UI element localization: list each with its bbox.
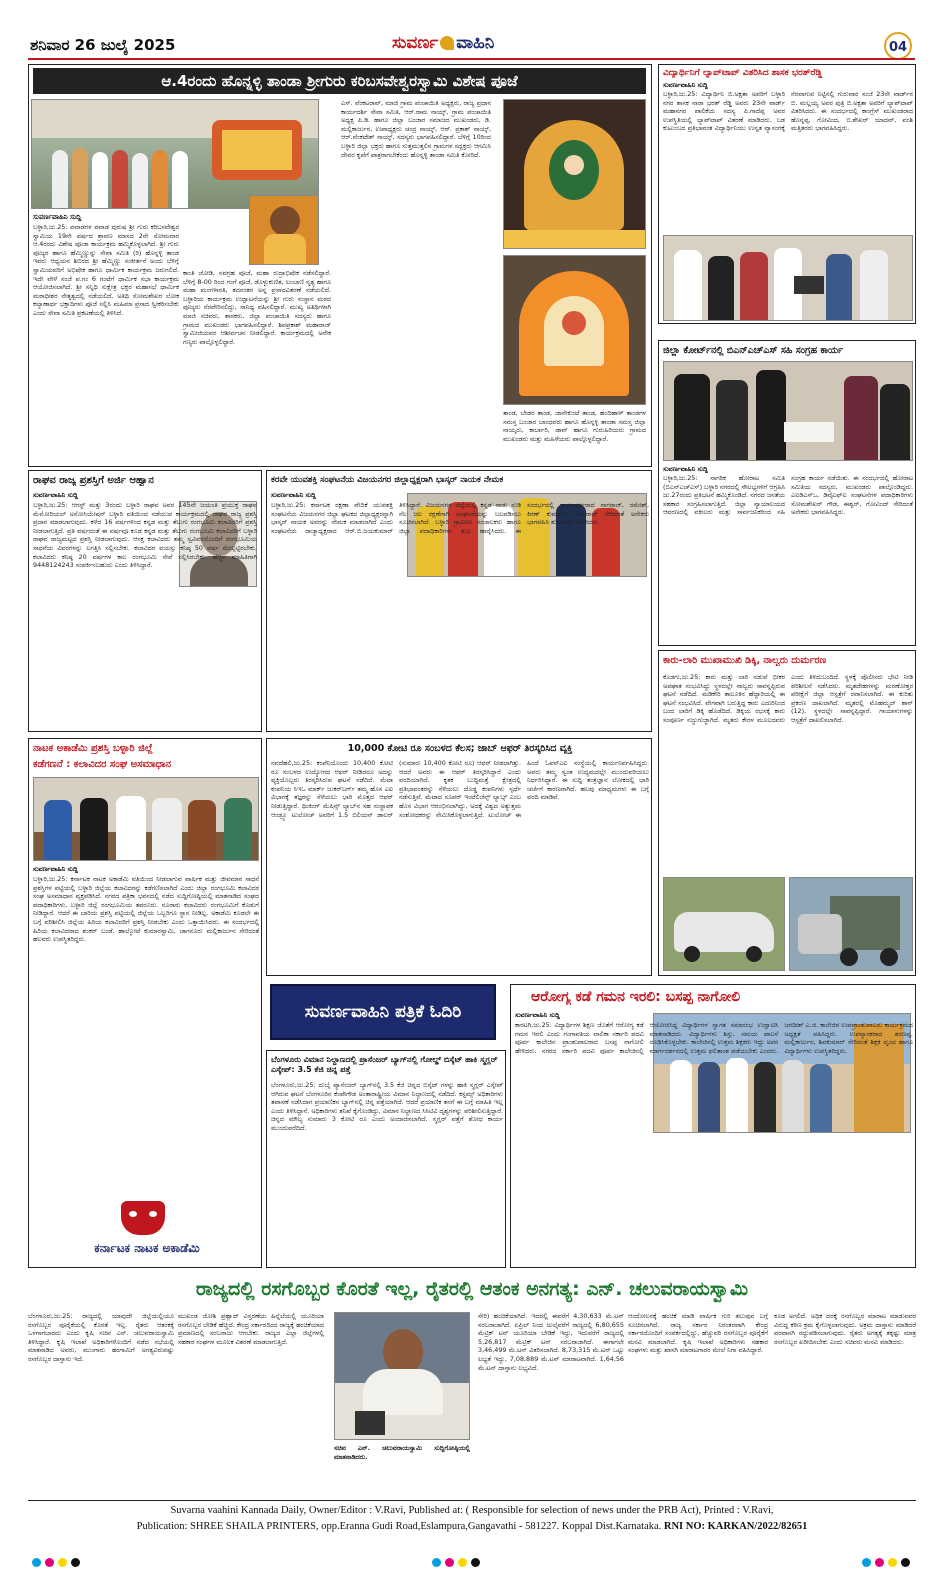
nataka-headline-line1: ನಾಟಕ ಅಕಾಡೆಮಿ ಪ್ರಶಸ್ತಿ ಬಳ್ಳಾರಿ ಜಿಲ್ಲೆ xyxy=(33,743,153,754)
karave-story xyxy=(266,470,652,732)
minister-photo xyxy=(334,1312,470,1440)
laptop-story-byline: ಸುವರ್ಣವಾಹಿನಿ ಸುದ್ದಿ xyxy=(663,81,708,89)
masthead-rule xyxy=(28,58,915,60)
job-story xyxy=(266,738,652,976)
issue-date: ಶನಿವಾರ 26 ಜುಲೈ 2025 xyxy=(30,36,176,54)
logo-vahini: ವಾಹಿನಿ xyxy=(456,33,495,53)
airport-story-headline: ಬೆಂಗಳೂರು ವಿಮಾನ ನಿಲ್ದಾಣದಲ್ಲಿ ಪ್ರಾಸೆಂಜರ್ ಬ್ಯಾಗ್‌ನಲ್ಲಿ ಗೋಲ್ಡ್ ಬಿಸ್ಕೆಟ್ ಹಾಕಿ ಸ್ಮಗ್ಲರ್ ಎಸ್ಕೇಪ್: 3.5 ಕೆಜಿ ಚಿನ್ನ ಪತ್ತೆ xyxy=(271,1055,498,1074)
nataka-academy-logo xyxy=(49,1201,245,1263)
lead-story-headline: ರಾಜ್ಯದಲ್ಲಿ ರಸಗೊಬ್ಬರ ಕೊರತೆ ಇಲ್ಲ, ರೈತರಲ್ಲಿ ಆತಂಕ ಅನಗತ್ಯ: ಎನ್. ಚಲುವರಾಯಸ್ವಾಮಿ xyxy=(195,1278,749,1300)
court-signature-photo xyxy=(663,361,913,461)
court-story xyxy=(658,340,916,646)
lead-story xyxy=(28,1272,916,1496)
raghava-story xyxy=(28,470,262,732)
lead-story-col5: ಕೂಡ ಅಗಲಿದೆ. ಅಧಿಕ ದರಕ್ಕೆ ರಸಗೊಬ್ಬರ ಮಾರಾಟ ಮಾಡುವವರ ವಿರುದ್ಧ ಕಠಿಣ ಕ್ರಮ ಕೈಗೊಳ್ಳಲಾಗುವುದು. ಅಕ್ರಮ ದಾಸ್ತಾನು ಮಾಡಿದರೆ ಪರವಾನಗಿ ರದ್ದುಪಡಿಸಲಾಗುವುದು. ರೈತರು ಅಗತ್ಯಕ್ಕೆ ತಕ್ಕಷ್ಟು ಮಾತ್ರ ರಸಗೊಬ್ಬರ ಖರೀದಿಸಬೇಕು ಎಂದು ಸಚಿವರು ಮನವಿ ಮಾಡಿದರು. xyxy=(774,1312,916,1346)
health-story-body: ಕಾರಟಗಿ,ಜು.25: ವಿದ್ಯಾರ್ಥಿಗಳ ಶಿಕ್ಷಣ ಜೊತೆಗೆ ಆರೋಗ್ಯ ಕಡೆ ಗಮನ ಇರಲಿ ಎಂದು ಗಂಗಾವತಿಯ ವಾಲಿಕಾ ಸರ್ಕಾರಿ ಪದವಿ ಪೂರ್ವ ಕಾಲೇಜಿನ ಪ್ರಾಂಶುಪಾಲರಾದ ಬಸಪ್ಪ ನಾಗೋಲಿ ಹೇಳಿದರು. ನಗರದ ಸರ್ಕಾರಿ ಪದವಿ ಪೂರ್ವ ಕಾಲೇಜಿನಲ್ಲಿ ಆಯೋಜಿಸಿದ್ದ ವಿದ್ಯಾರ್ಥಿಗಳ ಸ್ವಾಗತ ಸಮಾರಂಭ ಉದ್ಘಾಟಿಸಿ ಮಾತನಾಡಿದರು. ವಿದ್ಯಾರ್ಥಿಗಳು ಶಿಸ್ತು, ಸಮಯ ಪಾಲನೆ ರೂಢಿಸಿಕೊಳ್ಳಬೇಕು. ಕಾಲೇಜಿನಲ್ಲಿ ಉತ್ತಮ ಶಿಕ್ಷಕರು ಇದ್ದು ಅವರ ಮಾರ್ಗದರ್ಶನದಲ್ಲಿ ಉತ್ತಮ ಫಲಿತಾಂಶ ಪಡೆಯಬೇಕು ಎಂದರು. ಜಗದೀಶ್ ಎ.ಜಿ. ಕಾಲೇಜಿನ ಉಪಪ್ರಾಂಶುಪಾಲರು ಕಾರ್ಯಕ್ರಮದ ಅಧ್ಯಕ್ಷತೆ ವಹಿಸಿದ್ದರು. ಉಪನ್ಯಾಸಕರಾದ ಶರಣಪ್ಪ, ಮಲ್ಲಿಕಾರ್ಜುನ, ಶಿವಕುಮಾರ್ ಸೇರಿದಂತೆ ಶಿಕ್ಷಕ ವೃಂದ ಹಾಗೂ ವಿದ್ಯಾರ್ಥಿಗಳು ಉಪಸ್ಥಿತರಿದ್ದರು. xyxy=(515,1021,913,1055)
court-story-byline: ಸುವರ್ಣವಾಹಿನಿ ಸುದ್ದಿ xyxy=(663,465,708,473)
accident-story-headline: ಕಾರು-ಲಾರಿ ಮುಖಾಮುಖಿ ಡಿಕ್ಕಿ, ನಾಲ್ವರು ದುರ್ಮರಣ xyxy=(663,655,827,666)
masthead xyxy=(0,0,945,62)
crashed-truck-photo xyxy=(789,877,913,971)
airport-story xyxy=(266,1050,506,1268)
page-number-badge xyxy=(884,32,912,60)
logo-emblem-icon xyxy=(440,36,454,50)
laptop-story xyxy=(658,64,916,324)
footer-publication: Publication: SHREE SHAILA PRINTERS, opp.Eranna Gudi Road,Eslampura,Gangavathi - 581227. Koppal Dist.Karnataka. xyxy=(136,1521,664,1532)
karave-story-body: ಬಳ್ಳಾರಿ,ಜು.25: ಕರ್ನಾಟಕ ರಕ್ಷಣಾ ವೇದಿಕೆ ಯುವಶಕ್ತಿ ಸಂಘಟನೆಯ ವಿಜಯನಗರ ಜಿಲ್ಲಾ ಘಟಕದ ಜಿಲ್ಲಾಧ್ಯಕ್ಷರನ್ನಾಗಿ ಭಾಸ್ಕರ್ ನಾಯಕ ಅವರನ್ನು ನೇಮಕ ಮಾಡಲಾಗಿದೆ ಎಂದು ಸಂಘಟನೆಯ ರಾಜ್ಯಾಧ್ಯಕ್ಷರಾದ ಆರ್.ಬಿ.ಜಯಕುಮಾರ್ ತಿಳಿಸಿದ್ದಾರೆ. ವಿಜಯನಗರ ಜಿಲ್ಲೆಯಲ್ಲಿ ಕನ್ನಡ ನಾಡು ನುಡಿ ನೆಲ ಜಲ ರಕ್ಷಣೆಗಾಗಿ ಸಂಘಟನೆಯನ್ನು ಬಲಪಡಿಸಲು ಸೂಚಿಸಲಾಗಿದೆ. ಬಳ್ಳಾರಿ ಗ್ರಾಮೀಣ ಸಂಚಾಲಕರು ಹಾಗೂ ಜಿಲ್ಲಾ ಪದಾಧಿಕಾರಿಗಳು ಶುಭ ಹಾರೈಸಿದರು. ಈ ಸಂದರ್ಭದಲ್ಲಿ ಕಾರ್ಯಕರ್ತರಾದ ನಾಗರಾಜ್, ರಮೇಶ್, ಕಿರಣ್ ಕುಮಾರ್, ಬಸವರಾಜ್ ಸೇರಿದಂತೆ ಅನೇಕರು ಭಾಗವಹಿಸಿ ಶುಭಾಶಯ ಕೋರಿದರು. xyxy=(271,501,649,535)
nataka-story-body: ಬಳ್ಳಾರಿ,ಜು.25: ಕರ್ನಾಟಕ ನಾಟಕ ಅಕಾಡೆಮಿ ವತಿಯಿಂದ ನೀಡಲಾಗುವ ವಾರ್ಷಿಕ ಮತ್ತು ಜೀವಮಾನ ಸಾಧನೆ ಪ್ರಶಸ್ತಿಗಳ ಪಟ್ಟಿಯಲ್ಲಿ ಬಳ್ಳಾರಿ ಜಿಲ್ಲೆಯ ಕಲಾವಿದರನ್ನು ಕಡೆಗಣಿಸಲಾಗಿದೆ ಎಂದು ಜಿಲ್ಲಾ ರಂಗಭೂಮಿ ಕಲಾವಿದರ ಸಂಘ ಅಸಮಾಧಾನ ವ್ಯಕ್ತಪಡಿಸಿದೆ. ನಗರದ ಪತ್ರಿಕಾ ಭವನದಲ್ಲಿ ನಡೆದ ಸುದ್ದಿಗೋಷ್ಠಿಯಲ್ಲಿ ಮಾತನಾಡಿದ ಸಂಘದ ಪದಾಧಿಕಾರಿಗಳು, ಬಳ್ಳಾರಿ ಜಿಲ್ಲೆ ರಂಗಭೂಮಿಯ ತವರೂರು. ನೂರಾರು ಕಲಾವಿದರು ರಂಗಭೂಮಿಗೆ ಕೊಡುಗೆ ನೀಡಿದ್ದಾರೆ. ಆದರೆ ಈ ಬಾರಿಯ ಪ್ರಶಸ್ತಿ ಪಟ್ಟಿಯಲ್ಲಿ ಜಿಲ್ಲೆಯ ಒಬ್ಬರಿಗೂ ಸ್ಥಾನ ನೀಡಿಲ್ಲ. ಅಕಾಡೆಮಿ ಕೂಡಲೇ ಈ ಬಗ್ಗೆ ಪರಿಶೀಲಿಸಿ ಜಿಲ್ಲೆಯ ಹಿರಿಯ ಕಲಾವಿದರಿಗೆ ಪ್ರಶಸ್ತಿ ನೀಡಬೇಕು ಎಂದು ಒತ್ತಾಯಿಸಿದರು. ಈ ಸಂದರ್ಭದಲ್ಲಿ ಹಿರಿಯ ಕಲಾವಿದರಾದ ಶಂಕರ್ ಬಂಡೆ, ಹಾಲ್ಕೋಟೆ ಕುಮಾರಸ್ವಾಮಿ, ಚಾಗನೂರು ಮಲ್ಲಿಕಾರ್ಜುನ ಸೇರಿದಂತೆ ಹಲವರು ಉಪಸ್ಥಿತರಿದ್ದರು. xyxy=(33,875,259,944)
lead-story-col3: ಸೇರಿ) ಹಂಚಿಕೆಯಾಗಿದೆ. ಇದರಲ್ಲಿ ಈವರೆಗೆ 4,30,633 ಮೆ.ಟನ್ ಸರಬರಾಜಾಗಿದೆ. ಏಪ್ರಿಲ್ ನಿಂದ ಜುಲೈವರೆಗೆ ರಾಜ್ಯದಲ್ಲಿ 6,80,655 ಮೆಟ್ರಿಕ್ ಟನ್ ಯೂರಿಯಾ ಬೇಡಿಕೆ ಇದ್ದು, ಇದುವರೆಗೆ ರಾಜ್ಯದಲ್ಲಿ 5,26,817 ಮೆಟ್ರಿಕ್ ಟನ್ ಸರಬರಾಜಾಗಿದೆ. ಈಗಾಗಲೇ 3,46,499 ಮೆ.ಟನ್ ವಿತರಿಸಲಾಗಿದೆ. 8,73,315 ಮೆ.ಟನ್ ಒಟ್ಟು ಲಭ್ಯತೆ ಇದ್ದು, 7,08,889 ಮೆ.ಟನ್ ಮಾರಾಟವಾಗಿದೆ. 1,64,56 ಮೆ.ಟನ್ ದಾಸ್ತಾನು ಲಭ್ಯವಿದೆ. xyxy=(478,1312,624,1372)
health-story-headline: ಆರೋಗ್ಯ ಕಡೆ ಗಮನ ಇರಲಿ: ಬಸಪ್ಪ ನಾಗೋಲಿ xyxy=(531,989,741,1005)
theatre-mask-icon xyxy=(121,1201,165,1235)
job-story-body: ನವದೆಹಲಿ,ಜು.25: ಕಂಪೆನಿಯೊಂದು 10,400 ಕೋಟಿ ರೂ ಸಂಬಳದ ಉದ್ಯೋಗದ ಆಫರ್ ನೀಡಿದರೂ ಅದನ್ನು ವ್ಯಕ್ತಿಯೊಬ್ಬರು ತಿರಸ್ಕರಿಸಿರುವ ಘಟನೆ ನಡೆದಿದೆ. ಮೆಟಾ ಕಂಪನಿಯ ಸಿಇಒ ಮಾರ್ಕ್ ಜುಕರ್‌ಬರ್ಗ್ ತಮ್ಮ ಹೊಸ ಎಐ ವಿಭಾಗಕ್ಕೆ ತಜ್ಞರನ್ನು ಸೆಳೆಯಲು ಭಾರಿ ಮೊತ್ತದ ಆಫರ್ ನೀಡುತ್ತಿದ್ದಾರೆ. ಥಿಂಕಿಂಗ್ ಮೆಷಿನ್ಸ್ ಲ್ಯಾಬ್‌ನ ಸಹ ಸಂಸ್ಥಾಪಕ ಆಂಡ್ರ್ಯೂ ಟುಲೋಚ್ ಅವರಿಗೆ 1.5 ಬಿಲಿಯನ್ ಡಾಲರ್ (ಸುಮಾರು 10,400 ಕೋಟಿ ರೂ) ಆಫರ್ ನೀಡಲಾಗಿತ್ತು. ಆದರೆ ಅವರು ಈ ಆಫರ್ ತಿರಸ್ಕರಿಸಿದ್ದಾರೆ ಎಂದು ವರದಿಯಾಗಿದೆ. ಕೃತಕ ಬುದ್ಧಿಮತ್ತೆ ಕ್ಷೇತ್ರದಲ್ಲಿ ಪ್ರತಿಭಾವಂತರನ್ನು ಸೆಳೆಯಲು ದೊಡ್ಡ ಕಂಪನಿಗಳು ಸ್ಪರ್ಧೆ ನಡೆಸುತ್ತಿವೆ. ಮೆಟಾದ ಸೂಪರ್ ಇಂಟೆಲಿಜೆನ್ಸ್ ಲ್ಯಾಬ್ಸ್ ಎಂಬ ಹೊಸ ವಿಭಾಗ ಆರಂಭಿಸಲಾಗಿದ್ದು, ಅದಕ್ಕೆ ವಿಶ್ವದ ಅತ್ಯುತ್ತಮ ಸಂಶೋಧಕರನ್ನು ನೇಮಿಸಿಕೊಳ್ಳಲಾಗುತ್ತಿದೆ. ಟುಲೋಚ್ ಈ ಹಿಂದೆ ಓಪನ್‌ಎಐ ಸಂಸ್ಥೆಯಲ್ಲಿ ಕಾರ್ಯನಿರ್ವಹಿಸಿದ್ದರು. ಅವರು ತಮ್ಮ ಸ್ವಂತ ಉದ್ಯಮದಲ್ಲೇ ಮುಂದುವರಿಯಲು ನಿರ್ಧರಿಸಿದ್ದಾರೆ. ಈ ಸುದ್ದಿ ತಂತ್ರಜ್ಞಾನ ಲೋಕದಲ್ಲಿ ಭಾರಿ ಚರ್ಚೆಗೆ ಕಾರಣವಾಗಿದೆ. ಹಲವು ಮಾಧ್ಯಮಗಳು ಈ ಬಗ್ಗೆ ವರದಿ ಮಾಡಿವೆ. xyxy=(271,759,649,819)
accident-story-body: ಕೊಡಗು,ಜು.25: ಕಾರು ಮತ್ತು ಲಾರಿ ನಡುವೆ ಭೀಕರ ಅಪಘಾತ ಸಂಭವಿಸಿದ್ದು ಸ್ಥಳದಲ್ಲೇ ನಾಲ್ವರು ಸಾವನ್ನಪ್ಪಿರುವ ಘಟನೆ ನಡೆದಿದೆ. ಮಡಿಕೇರಿ ತಾಲೂಕಿನ ಹೆದ್ದಾರಿಯಲ್ಲಿ ಈ ಘಟನೆ ಸಂಭವಿಸಿದೆ. ವೇಗವಾಗಿ ಬರುತ್ತಿದ್ದ ಕಾರು ಎದುರಿನಿಂದ ಬಂದ ಲಾರಿಗೆ ಡಿಕ್ಕಿ ಹೊಡೆದಿದೆ. ಡಿಕ್ಕಿಯ ರಭಸಕ್ಕೆ ಕಾರು ಸಂಪೂರ್ಣ ನಜ್ಜುಗುಜ್ಜಾಗಿದೆ. ಮೃತರು ಕೇರಳ ಮೂಲದವರು ಎಂದು ತಿಳಿದುಬಂದಿದೆ. ಸ್ಥಳಕ್ಕೆ ಪೊಲೀಸರು ಭೇಟಿ ನೀಡಿ ಪರಿಶೀಲನೆ ನಡೆಸಿದರು. ಮೃತದೇಹಗಳನ್ನು ಮರಣೋತ್ತರ ಪರೀಕ್ಷೆಗೆ ಜಿಲ್ಲಾ ಆಸ್ಪತ್ರೆಗೆ ರವಾನಿಸಲಾಗಿದೆ. ಈ ಕುರಿತು ಪ್ರಕರಣ ದಾಖಲಾಗಿದೆ. ಮೃತರಲ್ಲಿ ಮೊಹಮ್ಮದ್ ಶಾನ್ (12), ಸ್ಥಳದಲ್ಲೇ ಸಾವನ್ನಪ್ಪಿದ್ದಾರೆ. ಗಾಯಾಳುಗಳನ್ನು ಆಸ್ಪತ್ರೆಗೆ ದಾಖಲಿಸಲಾಗಿದೆ. xyxy=(663,673,913,724)
raghava-story-byline: ಸುವರ್ಣವಾಹಿನಿ ಸುದ್ದಿ xyxy=(33,491,78,499)
top-story-byline: ಸುವರ್ಣವಾಹಿನಿ ಸುದ್ದಿ xyxy=(33,213,82,221)
raghava-story-body: ಬಳ್ಳಾರಿ,ಜು.25: ಆಗಸ್ಟ್ ಮತ್ತು 3ರಂದು ಬಳ್ಳಾರಿ ರಾಘವ ಅವರ 145ನೇ ಜಯಂತಿ ಪ್ರಯುಕ್ತ ರಾಘವ ಮೆಮೋರಿಯಲ್ ಅಸೋಸಿಯೇಷನ್ ಬಳ್ಳಾರಿ ವತಿಯಿಂದ ನಡೆಯುವ ಕಾರ್ಯಕ್ರಮದಲ್ಲಿ ರಾಘವ ರಾಜ್ಯ ಪ್ರಶಸ್ತಿ ಪ್ರದಾನ ಮಾಡಲಾಗುವುದು. ಕಳೆದ 16 ವರ್ಷಗಳಿಂದ ಕನ್ನಡ ಮತ್ತು ತೆಲುಗು ರಂಗಭೂಮಿ ಕಲಾವಿದರಿಗೆ ಪ್ರಶಸ್ತಿ ನೀಡಲಾಗುತ್ತಿದೆ. ಪ್ರತಿ ವರ್ಷದಂತೆ ಈ ವರ್ಷವೂ ಕೂಡ ಕನ್ನಡ ಮತ್ತು ತೆಲುಗು ರಂಗಭೂಮಿ ಕಲಾವಿದರಿಗೆ ಬಳ್ಳಾರಿ ರಾಘವ ರಾಜ್ಯಮಟ್ಟದ ಪ್ರಶಸ್ತಿ ನೀಡಲಾಗುವುದು. ಆಸಕ್ತ ಕಲಾವಿದರು ತಮ್ಮ ಸ್ವವಿವರದೊಂದಿಗೆ ರಂಗಭೂಮಿಯ ಸಾಧನೆಯ ವಿವರಗಳನ್ನು ಲಗತ್ತಿಸಿ ಸಲ್ಲಿಸಬೇಕು. ಕಲಾವಿದರ ವಯಸ್ಸು ಕನಿಷ್ಠ 50 ವರ್ಷ ಮೇಲ್ಪಟ್ಟಿರಬೇಕು, ಕಲಾವಿದರು ಕನಿಷ್ಠ 20 ವರ್ಷಗಳ ಕಾಲ ರಂಗಭೂಮಿ ಸೇವೆ ಸಲ್ಲಿಸಿರಬೇಕು. ಹೆಚ್ಚಿನ ಮಾಹಿತಿಗಾಗಿ 9448124243 ಸಂಪರ್ಕಿಸಬಹುದು ಎಂದು ತಿಳಿಸಿದ್ದಾರೆ. xyxy=(33,501,257,570)
altar-photo-top xyxy=(503,99,646,249)
nataka-headline-line2: ಕಡೆಗಣನೆ : ಕಲಾವಿದರ ಸಂಘ ಅಸಮಾಧಾನ xyxy=(33,759,172,770)
swamiji-portrait xyxy=(249,195,319,265)
footer xyxy=(28,1500,916,1544)
nataka-academy-caption: ಕರ್ನಾಟಕ ನಾಟಕ ಅಕಾಡೆಮಿ xyxy=(94,1241,200,1255)
crashed-car-photo xyxy=(663,877,785,971)
registration-marks-right xyxy=(860,1552,912,1571)
court-story-headline: ಜಿಲ್ಲಾ ಕೋರ್ಟ್‌ನಲ್ಲಿ ಬಿಎನ್‌ಎಚ್‌ಎಸ್ ಸಹಿ ಸಂಗ್ರಹ ಕಾರ್ಯ xyxy=(663,345,844,356)
airport-story-body: ಬೆಂಗಳೂರು,ಜು.25: ದುಬೈ ಪ್ಯಾಸೆಂಜರ್ ಬ್ಯಾಗ್‌ನಲ್ಲಿ 3.5 ಕೆಜಿ ಚಿನ್ನದ ಬಿಸ್ಕೆಟ್ ಗಳನ್ನು ಹಾಕಿ ಸ್ಮಗ್ಲರ್ ಎಸ್ಕೇಪ್ ಆಗಿರುವ ಘಟನೆ ಬೆಂಗಳೂರಿನ ಕೆಂಪೇಗೌಡ ಅಂತಾರಾಷ್ಟ್ರೀಯ ವಿಮಾನ ನಿಲ್ದಾಣದಲ್ಲಿ ನಡೆದಿದೆ. ಕಸ್ಟಮ್ಸ್ ಅಧಿಕಾರಿಗಳು ತಪಾಸಣೆ ನಡೆಸಿದಾಗ ಪ್ರಯಾಣಿಕನ ಬ್ಯಾಗ್‌ನಲ್ಲಿ ಚಿನ್ನ ಪತ್ತೆಯಾಗಿದೆ. ಆದರೆ ಪ್ರಯಾಣಿಕ ತನಗೆ ಈ ಬಗ್ಗೆ ಮಾಹಿತಿ ಇಲ್ಲ ಎಂದು ತಿಳಿಸಿದ್ದಾನೆ. ಅಧಿಕಾರಿಗಳು ತನಿಖೆ ಕೈಗೊಂಡಿದ್ದು, ವಿಮಾನ ನಿಲ್ದಾಣದ ಸಿಸಿಟಿವಿ ದೃಶ್ಯಗಳನ್ನು ಪರಿಶೀಲಿಸುತ್ತಿದ್ದಾರೆ. ಚಿನ್ನದ ಮೌಲ್ಯ ಸುಮಾರು 3 ಕೋಟಿ ರೂ ಎಂದು ಅಂದಾಜಿಸಲಾಗಿದೆ. ಸ್ಮಗ್ಲರ್ ಪತ್ತೆಗೆ ಶೋಧ ಕಾರ್ಯ ಮುಂದುವರೆದಿದೆ. xyxy=(271,1081,503,1132)
karave-story-headline: ಕರವೇ ಯುವಶಕ್ತಿ ಸಂಘಟನೆಯ ವಿಜಯನಗರ ಜಿಲ್ಲಾಧ್ಯಕ್ಷರಾಗಿ ಭಾಸ್ಕರ್ ನಾಯಕ ನೇಮಕ xyxy=(271,475,504,485)
top-story-col2: ಕಾಂತಿ ಜೋಡಿ, ನವಗ್ರಹ ಪೂಜೆ, ಮಹಾ ರುದ್ರಾಭಿಷೇಕ ನಡೆಸಲಿದ್ದಾರೆ. ಬೆಳಿಗ್ಗೆ 8-00 ರಿಂದ ಗಂಗೆ ಪೂಜೆ, ಡೊಳ್ಳುಕುಣಿತ, ಲಂಬಾಣಿ ನೃತ್ಯ ಹಾಗೂ ಮಹಾ ಮಂಗಳಾರತಿ, ತದನಂತರ ಅನ್ನ ಪ್ರಸಾದವಿತರಣೆ ನಡೆಯಲಿದೆ. ಬಳ್ಳಾರಿಯ ಕಾರ್ಯಕ್ರಮ ಉದ್ಘಾಟನೆಯನ್ನು ಶ್ರೀ ಗುರು ಸಂಸ್ಥಾನ ಮಠದ ಪೂಜ್ಯರು ನೆರವೇರಿಸಲಿದ್ದು, ಸಾನಿಧ್ಯ ವಹಿಸಲಿದ್ದಾರೆ. ಮುಖ್ಯ ಅತಿಥಿಗಳಾಗಿ ಮಾಜಿ ಸಚಿವರು, ಶಾಸಕರು, ಜಿಲ್ಲಾ ಪಂಚಾಯಿತಿ ಸದಸ್ಯರು ಹಾಗೂ ಗ್ರಾಮದ ಮುಖಂಡರು ಭಾಗವಹಿಸಲಿದ್ದಾರೆ. ಶಿವಪ್ರಕಾಶ್ ಮಹಾರಾಜ್ ಸ್ವಾಮೀಜಿಯವರ ಆಶೀರ್ವಚನ ನೀಡಲಿದ್ದಾರೆ. ಕಾರ್ಯಕ್ರಮದಲ್ಲಿ ಅನೇಕ ಗಣ್ಯರು ಪಾಲ್ಗೊಳ್ಳಲಿದ್ದಾರೆ. xyxy=(183,269,331,346)
top-story-col4: ತಾಂಡ, ಬೇಡರ ತಾಂಡ, ಜಾನೇಕುಂಟೆ ತಾಂಡ, ಹಂದಿಹಾಳ್ ತಾಂಡಗಳ ಸಮಸ್ತ ಬಂಜಾರ ಬಾಂಧವರು ಹಾಗೂ ಹೊನ್ನಳ್ಳಿ ತಾಂಡಾ ಸಮಸ್ತ ಜಿಲ್ಲಾ ನಾಯ್ಕರು, ಕಾರ್ಬಾರಿ, ಡಾವ್ ಹಾಗೂ ಗುರುಹಿರಿಯರು ಗ್ರಾಮದ ಮುಖಂಡರು ಮತ್ತು ಮಹಿಳೆಯರು ಪಾಲ್ಗೊಳ್ಳಲಿದ್ದಾರೆ. xyxy=(503,409,646,443)
registration-marks-left xyxy=(30,1552,82,1571)
court-story-body: ಬಳ್ಳಾರಿ,ಜು.25: ನಾಗರಿಕ ಹೋರಾಟ ಸಮಿತಿ (ಬಿಎನ್‌ಎಚ್‌ಎಸ್) ಬಳ್ಳಾರಿ ನಗರದಲ್ಲಿ ಸೌಲಭ್ಯಗಳಿಗೆ ಆಗ್ರಹಿಸಿ ಜು.27ರಂದು ಪ್ರತಿಭಟನೆ ಹಮ್ಮಿಕೊಂಡಿದೆ. ನಗರದ ಜನತೆಯ ಸಹಕಾರ ಸಂಗ್ರಹಿಸಲಾಗುತ್ತಿದೆ. ಜಿಲ್ಲಾ ನ್ಯಾಯಾಲಯದ ಆವರಣದಲ್ಲಿ ವಕೀಲರು ಮತ್ತು ಸಾರ್ವಜನಿಕರಿಂದ ಸಹಿ ಸಂಗ್ರಹ ಕಾರ್ಯ ನಡೆಯಿತು. ಈ ಸಂದರ್ಭದಲ್ಲಿ ಹೋರಾಟ ಸಮಿತಿಯ ಸದಸ್ಯರು, ಮುಖಂಡರು ಪಾಲ್ಗೊಂಡಿದ್ದರು. ಎಐಡಿಎಸ್‌ಒ, ಡಿವೈಎಫ್‌ಐ ಸಂಘಟನೆಗಳ ಪದಾಧಿಕಾರಿಗಳು ಸೋಮಶೇಖರ್ ಗೌಡ, ಈಶ್ವರ್, ಗೋವಿಂದ್ ಸೇರಿದಂತೆ ಅನೇಕರು ಭಾಗವಹಿಸಿದ್ದರು. xyxy=(663,474,913,517)
health-story xyxy=(510,984,916,1268)
nataka-story-byline: ಸುವರ್ಣವಾಹಿನಿ ಸುದ್ದಿ xyxy=(33,865,78,873)
lead-story-col2: ಮುಖಂಡ ಜೋಶಿ ಪ್ರಹ್ಲಾದ್ ವಿಸ್ತರಣೆಯ ಹಿನ್ನೆಲೆಯಲ್ಲಿ ಯೂರಿಯಾ ರಸಗೊಬ್ಬರ ಬೇಡಿಕೆ ಹೆಚ್ಚಿದೆ. ಕೇಂದ್ರ ಸರ್ಕಾರದಿಂದ ರಾಜ್ಯಕ್ಕೆ ಹಂಚಿಕೆಯಾದ ಪ್ರಮಾಣದಲ್ಲಿ ಸರಬರಾಜು ಆಗಬೇಕು. ರಾಜ್ಯದ ಎಲ್ಲಾ ಜಿಲ್ಲೆಗಳಲ್ಲಿ ಸಹಕಾರ ಸಂಘಗಳ ಮೂಲಕ ವಿತರಣೆ ಮಾಡಲಾಗುತ್ತಿದೆ. xyxy=(178,1312,324,1346)
subscribe-label: ಸುವರ್ಣವಾಹಿನಿ ಪತ್ರಿಕೆ ಓದಿರಿ xyxy=(304,1002,462,1022)
newspaper-logo xyxy=(392,33,562,57)
job-story-headline: 10,000 ಕೋಟಿ ರೂ ಸಂಬಳದ ಕೆಲಸ; ಜಾಬ್ ಆಫರ್ ತಿರಸ್ಕರಿಸಿದ ವ್ಯಕ್ತಿ xyxy=(347,743,573,754)
registration-marks-center xyxy=(430,1552,482,1571)
accident-story xyxy=(658,650,916,976)
nataka-press-meet-photo xyxy=(33,777,259,861)
page-number: 04 xyxy=(888,40,908,55)
top-story-col3: ಎಸ್. ವೆಂಕಟರಾವ್, ಮಾಜಿ ಗ್ರಾಮ ಪಂಚಾಯಿತಿ ಅಧ್ಯಕ್ಷರು, ರಾಜ್ಯ ಪ್ರಧಾನ ಕಾರ್ಯದರ್ಶಿ ಸೇವಾ ಸಮಿತಿ, ಆರ್.ರಾಮ ನಾಯ್ಕ್, ಗ್ರಾಮ ಪಂಚಾಯಿತಿ ಅಧ್ಯಕ್ಷ ಪಿ.ಡಿ. ಹಾಗೂ ಜಿಲ್ಲಾ ಬಂಜಾರ ಸಮಾಜದ ಮುಖಂಡರು, ಡಿ. ಮಲ್ಲಿಕಾರ್ಜುನ, ಉಪಾಧ್ಯಕ್ಷರು ಚಂದ್ರ ನಾಯ್ಕ್, ಆರ್. ಪ್ರಕಾಶ್ ನಾಯ್ಕ್, ಆರ್.ವೆಂಕಟೇಶ್ ನಾಯ್ಕ್, ಸದಸ್ಯರು ಭಾಗವಹಿಸಲಿದ್ದಾರೆ. ಬೆಳಿಗ್ಗೆ 10ರಿಂದ ಬಳ್ಳಾರಿ ಜಿಲ್ಲಾ ಭಕ್ತರು ಹಾಗೂ ಸುತ್ತಮುತ್ತಲಿನ ಗ್ರಾಮಗಳ ಸದ್ಭಕ್ತರು ಆಗಮಿಸಿ ದೇವರ ಕೃಪೆಗೆ ಪಾತ್ರರಾಗಬೇಕೆಂದು ಹೊನ್ನಳ್ಳಿ ತಾಂಡಾ ಸಮಿತಿ ಕೋರಿದೆ. xyxy=(341,99,491,159)
laptop-story-headline: ವಿದ್ಯಾರ್ಥಿನಿಗೆ ಲ್ಯಾಪ್‌ಟಾಪ್ ವಿತರಿಸಿದ ಶಾಸಕ ಭರತ್‌ರೆಡ್ಡಿ xyxy=(663,68,823,78)
top-story-headline: ಆ.4ರಂದು ಹೊನ್ನಳ್ಳಿ ತಾಂಡಾ ಶ್ರೀಗುರು ಕರಿಬಸವೇಶ್ವರಸ್ವಾಮಿ ವಿಶೇಷ ಪೂಜೆ xyxy=(33,68,646,94)
nataka-story xyxy=(28,738,262,1268)
footer-line2 xyxy=(28,1521,916,1532)
raghava-story-headline: ರಾಘವ ರಾಜ್ಯ ಪ್ರಶಸ್ತಿಗೆ ಅರ್ಜಿ ಆಹ್ವಾನ xyxy=(33,475,154,486)
lead-story-col1: ಬೆಂಗಳೂರು,ಜು.25: ರಾಜ್ಯದಲ್ಲಿ ಯಾವುದೇ ಜಿಲ್ಲೆಯಲ್ಲಿಯೂ ರಸಗೊಬ್ಬರ ಪೂರೈಕೆಯಲ್ಲಿ ಕೊರತೆ ಇಲ್ಲ. ರೈತರು ಆತಂಕಕ್ಕೆ ಒಳಗಾಗಬಾರದು ಎಂದು ಕೃಷಿ ಸಚಿವ ಎನ್. ಚಲುವರಾಯಸ್ವಾಮಿ ತಿಳಿಸಿದ್ದಾರೆ. ಕೃಷಿ ಇಲಾಖೆ ಅಧಿಕಾರಿಗಳೊಂದಿಗೆ ನಡೆದ ಸಭೆಯಲ್ಲಿ ಮಾತನಾಡಿದ ಅವರು, ಮುಂಗಾರು ಹಂಗಾಮಿಗೆ ಅಗತ್ಯವಿರುವಷ್ಟು ರಸಗೊಬ್ಬರ ದಾಸ್ತಾನು ಇದೆ. xyxy=(28,1312,174,1363)
altar-photo-bottom xyxy=(503,255,646,405)
temple-crowd-photo xyxy=(31,99,319,209)
lead-story-col4: ಆಂದೋಲನಕ್ಕೆ ಹಂಚಿಕೆ ಮಾಡಿ ವಾರ್ಷಿಕ ಗುರಿ ತಲುಪುವ ಬಗ್ಗೆ ಸೂಚಿಸಲಾಗಿದೆ. ರಾಜ್ಯ ಸರ್ಕಾರ ನಿರಂತರವಾಗಿ ಕೇಂದ್ರ ಸರ್ಕಾರದೊಂದಿಗೆ ಸಂಪರ್ಕದಲ್ಲಿದ್ದು, ಹೆಚ್ಚುವರಿ ರಸಗೊಬ್ಬರ ಪೂರೈಕೆಗೆ ಮನವಿ ಮಾಡಲಾಗಿದೆ. ಕೃಷಿ ಇಲಾಖೆ ಅಧಿಕಾರಿಗಳು ಸಹಕಾರ ಸಂಘಗಳು ಮತ್ತು ಖಾಸಗಿ ಮಾರಾಟಗಾರರ ಮೇಲೆ ನಿಗಾ ವಹಿಸಿದ್ದಾರೆ. xyxy=(628,1312,768,1355)
laptop-story-body: ಬಳ್ಳಾರಿ,ಜು.25: ವಿದ್ಯಾರ್ಥಿನಿ ಬಿ.ಅಕ್ಷತಾ ಅವರಿಗೆ ಬಳ್ಳಾರಿ ನಗರ ಶಾಸಕ ನಾರಾ ಭರತ್ ರೆಡ್ಡಿ ಅವರು 23ನೇ ವಾರ್ಡ್ ಮಹಾನಗರ ಪಾಲಿಕೆಯ ಸದಸ್ಯ ಪಿ.ಗಾದೆಪ್ಪ ಅವರ ಉಪಸ್ಥಿತಿಯಲ್ಲಿ ಲ್ಯಾಪ್‌ಟಾಪ್ ವಿತರಣೆ ಮಾಡಿದರು. ಬಡ ಕುಟುಂಬದ ಪ್ರತಿಭಾವಂತ ವಿದ್ಯಾರ್ಥಿನಿಯು ಉನ್ನತ ವ್ಯಾಸಂಗಕ್ಕೆ ನೆರವಾಗುವ ನಿಟ್ಟಿನಲ್ಲಿ ಗುರುವಾರ ಸಂಜೆ 23ನೇ ವಾರ್ಡ್‌ನ ಬಿ. ಮಲ್ಲಯ್ಯ ಅವರ ಪುತ್ರಿ ಬಿ.ಅಕ್ಷತಾ ಅವರಿಗೆ ಲ್ಯಾಪ್‌ಟಾಪ್ ವಿತರಿಸಿದರು. ಈ ಸಂದರ್ಭದಲ್ಲಿ ಕಾಂಗ್ರೆಸ್ ಮುಖಂಡರಾದ ಹೊನ್ನಪ್ಪ, ಗೋವಿಂದ, ಬಿ.ಶೇಖರ್ ಯಾದವ್, ವಂಶಿ ಮತ್ತಿತರರು ಭಾಗವಹಿಸಿದ್ದರು. xyxy=(663,90,913,133)
top-story-col1: ಬಳ್ಳಾರಿ,ಜು.25: ಪವಾಡಗಳ ಪವಾಡ ಪುರುಷ ಶ್ರೀ ಗುರು ಕರಿಬಸವೇಶ್ವರ ಸ್ವಾಮಿಯ 19ನೇ ವರ್ಷದ ಶ್ರಾವಣ ಮಾಸದ 2ನೇ ಸೋಮವಾರ ಆ.4ರಂದು ವಿಶೇಷ ಪೂಜಾ ಕಾರ್ಯಕ್ರಮ ಹಮ್ಮಿಕೊಳ್ಳಲಾಗಿದೆ. ಶ್ರೀ ಗುರು ಪೂಜ್ಯರ ಹಾಗೂ ಹೆಮ್ಮಿಣ್ಣುನ್ನು ಸೇವಾ ಸಮಿತಿ (ರಿ) ಹೊನ್ನಳ್ಳಿ ತಾಂಡ ಇವರು ಆಧ್ಯಯನ ಶಿಬಿರದ ಶ್ರೀ ಹೆಮ್ಮಿಣ್ಣು ಸಂಕೀರ್ತನೆ ಅಂದು ಬೆಳಿಗ್ಗೆ ಸ್ವಾಮಿಯವರಿಗೆ ಅಭಿಷೇಕ ಹಾಗೂ ಧಾರ್ಮಿಕ ಕಾರ್ಯಕ್ರಮ ಜರುಗಲಿದೆ. ಇದೇ ವೇಳೆ ಸಂಜೆ ಪ.ಗಂ 6 ಗಂಟೆಗೆ ಧಾರ್ಮಿಕ ಸಭಾ ಕಾರ್ಯಕ್ರಮ ಆಯೋಜಿಸಲಾಗಿದೆ. ಶ್ರೀ ಸನ್ನಿಧಿ ಸುಕ್ಷೇತ್ರ ಭಕ್ತರ ಮಹಾಸಭೆ ಧಾರ್ಮಿಕ ಮಠಾಧೀಶರ ನೇತೃತ್ವದಲ್ಲಿ ನಡೆಯಲಿದೆ. ಅತಿಥಿ ಸೋಮಶೇಖರ ಲೋಕ ಕಲ್ಯಾಣಾರ್ಥ ಭಕ್ತಾದಿಗಳು ಪೂಜೆ ಸಲ್ಲಿಸಿ ಮಹಿಮಾ ಪ್ರಸಾದ ಸ್ವೀಕರಿಸಬೇಕು ಎಂದು ಸೇವಾ ಸಮಿತಿ ಪ್ರಕಟಣೆಯಲ್ಲಿ ತಿಳಿಸಿದೆ. xyxy=(33,223,179,317)
karave-story-byline: ಸುವರ್ಣವಾಹಿನಿ ಸುದ್ದಿ xyxy=(271,491,316,499)
lead-photo-caption: ಸಚಿವ ಎನ್. ಚಲುವರಾಯಸ್ವಾಮಿ ಸುದ್ದಿಗೋಷ್ಠಿಯಲ್ಲಿ ಮಾತನಾಡಿದರು. xyxy=(334,1444,470,1461)
health-story-byline: ಸುವರ್ಣವಾಹಿನಿ ಸುದ್ದಿ xyxy=(515,1011,560,1019)
footer-line1: Suvarna vaahini Kannada Daily, Owner/Editor : V.Ravi, Published at: ( Responsible for selection of news under the PRB Act), Printed : V.Ravi, xyxy=(170,1505,774,1516)
footer-rni: RNI NO: KARKAN/2022/82651 xyxy=(663,1521,808,1532)
logo-suvarna: ಸುವರ್ಣ xyxy=(392,33,439,53)
laptop-handover-photo xyxy=(663,235,913,321)
top-story xyxy=(28,64,652,467)
subscribe-banner xyxy=(270,984,496,1040)
